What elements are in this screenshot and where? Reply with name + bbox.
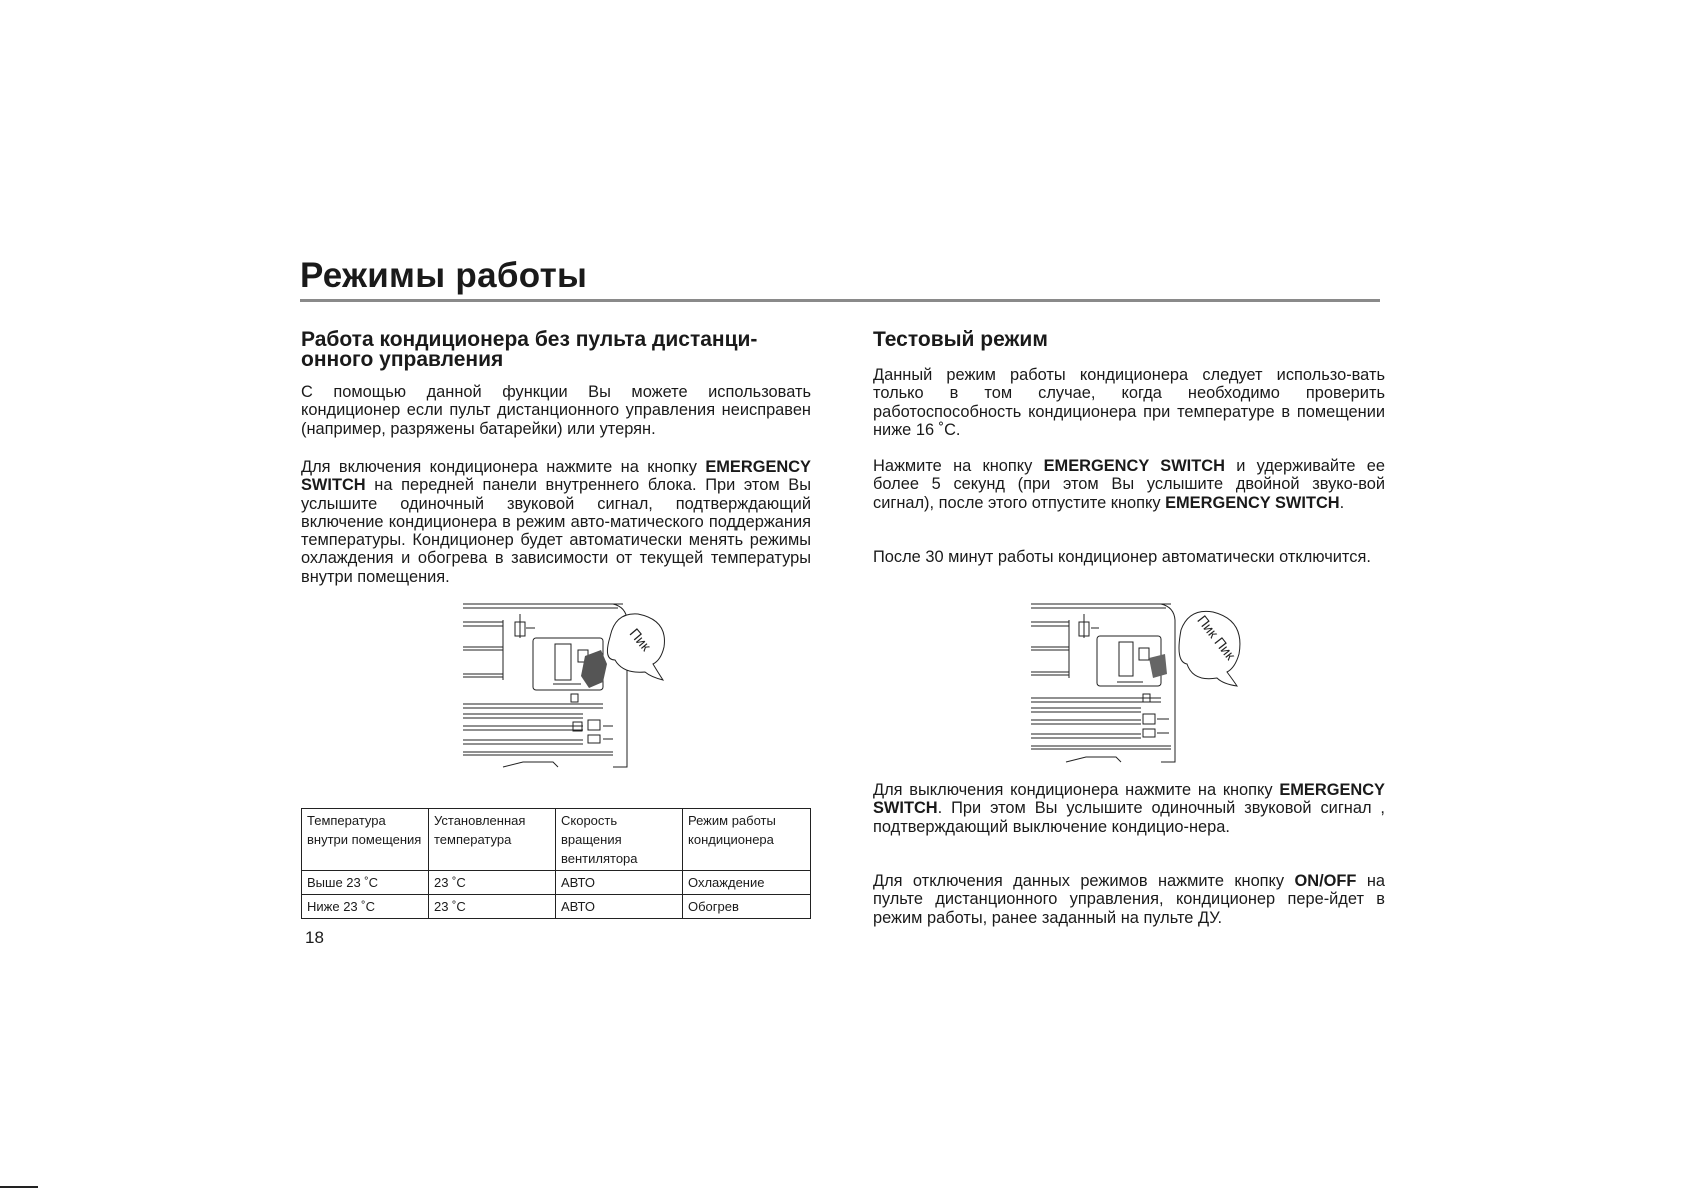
- table-cell: Обогрев: [683, 895, 811, 919]
- text-fragment: и удерживайте ее более 5 секунд (при этом Вы услышите двойной звуко-вой сигнал), после этого отпустите кнопку: [873, 457, 1386, 512]
- text-fragment: . При этом Вы услышите одиночный звуковой сигнал , подтверждающий выключение кондицио-нера.: [873, 799, 1385, 836]
- paragraph-emergency-on: [301, 458, 811, 586]
- table-header-cell: Установленная температура: [429, 809, 556, 871]
- beep-label: Пик: [626, 625, 655, 654]
- text-fragment: Для выключения кондиционера нажмите на кнопку: [873, 781, 1280, 799]
- page-title: Режимы работы: [300, 256, 588, 295]
- page-number: 18: [305, 928, 324, 947]
- section-heading-no-remote: Работа кондиционера без пульта дистанци- онного управления: [301, 328, 758, 371]
- table-cell: 23 ˚С: [429, 871, 556, 895]
- paragraph-emergency-off: [873, 781, 1385, 836]
- mode-table-container: [301, 808, 811, 919]
- emergency-switch-label: EMERGENCY SWITCH: [873, 781, 1385, 818]
- table-header-cell: Температура внутри помещения: [302, 809, 429, 871]
- title-divider: [300, 299, 1380, 302]
- table-header-cell: Режим работы кондиционера: [683, 809, 811, 871]
- table-row: [302, 895, 811, 919]
- table-cell: 23 ˚С: [429, 895, 556, 919]
- indoor-unit-illustration-right: [1031, 602, 1251, 770]
- paragraph-test-intro: Данный режим работы кондиционера следует использо-вать только в том случае, когда необходимо проверить работоспособность кондиционера при температуре в помещении ниже 16 ˚С.: [873, 366, 1385, 439]
- table-header-cell: Скорость вращения вентилятора: [556, 809, 683, 871]
- scan-edge-mark: [0, 1186, 38, 1188]
- paragraph-disable-modes: [873, 872, 1385, 927]
- text-fragment: .: [1339, 493, 1345, 512]
- emergency-switch-label: EMERGENCY SWITCH: [1165, 493, 1340, 512]
- beep-label: Пик Пик: [1194, 612, 1239, 663]
- text-fragment: на передней панели внутреннего блока. При этом Вы услышите одиночный звуковой сигнал, подтверждающий включение кондиционера в режим авто-матического поддержания температуры. Кондиционер будет автоматически менять режимы охлаждения и обогрева в зависимости от текущей температуры внутри помещения.: [301, 476, 811, 586]
- paragraph-test-activate: [873, 457, 1385, 512]
- paragraph-intro: С помощью данной функции Вы можете использовать кондиционер если пульт дистанционного управления неисправен (например, разряжены батарейки) или утерян.: [301, 383, 811, 438]
- text-fragment: Для отключения данных режимов нажмите кнопку: [873, 872, 1295, 890]
- mode-table: [301, 808, 811, 919]
- table-row: [302, 871, 811, 895]
- section-heading-test-mode: Тестовый режим: [873, 328, 1048, 351]
- paragraph-auto-off: После 30 минут работы кондиционер автоматически отключится.: [873, 548, 1371, 566]
- text-fragment: Для включения кондиционера нажмите на кнопку: [301, 458, 706, 476]
- table-header-row: [302, 809, 811, 871]
- table-cell: АВТО: [556, 871, 683, 895]
- table-cell: Выше 23 ˚С: [302, 871, 429, 895]
- table-cell: АВТО: [556, 895, 683, 919]
- table-cell: Ниже 23 ˚С: [302, 895, 429, 919]
- text-fragment: на пульте дистанционного управления, кондиционер пере-йдет в режим работы, ранее заданный на пульте ДУ.: [873, 872, 1385, 927]
- text-fragment: Нажмите на кнопку: [873, 457, 1044, 475]
- table-cell: Охлаждение: [683, 871, 811, 895]
- indoor-unit-illustration-left: [463, 602, 683, 770]
- emergency-switch-label: EMERGENCY SWITCH: [1043, 457, 1225, 475]
- emergency-switch-label: EMERGENCY SWITCH: [301, 458, 811, 495]
- on-off-label: ON/OFF: [1294, 872, 1357, 890]
